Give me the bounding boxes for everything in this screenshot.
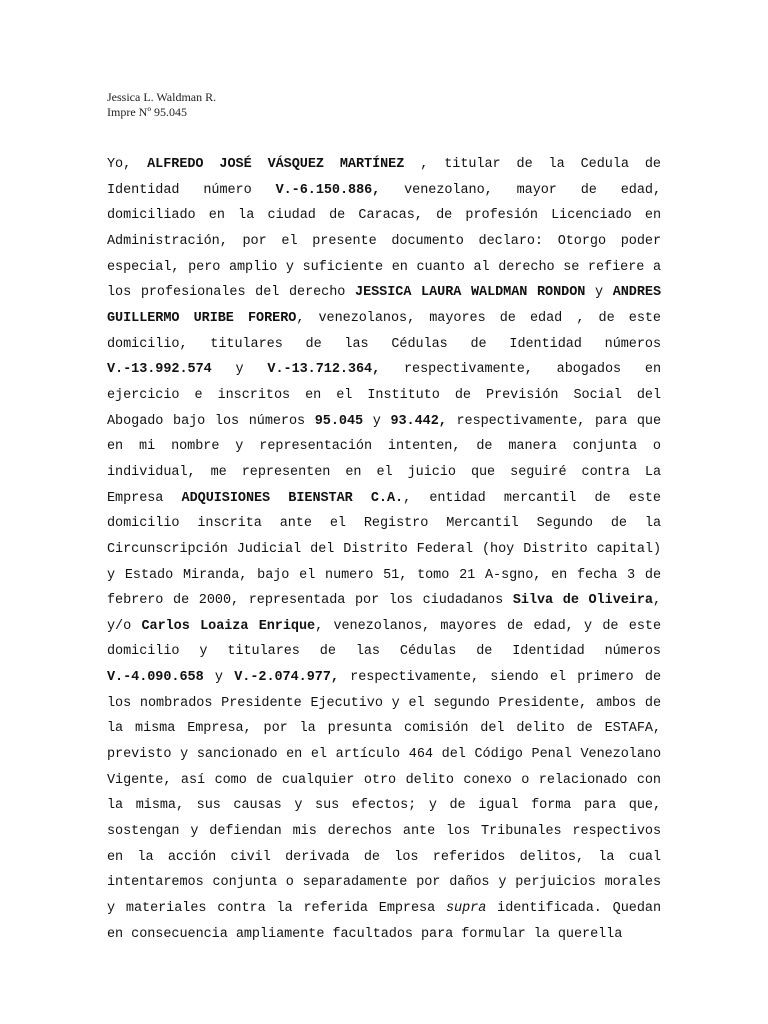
text-segment: , y/o — [107, 593, 662, 634]
grantor-name: ALFREDO JOSÉ VÁSQUEZ MARTÍNEZ — [147, 157, 405, 172]
company-name: ADQUISIONES BIENSTAR C.A. — [181, 490, 404, 506]
text-segment: y — [585, 285, 613, 301]
attorney-id-1: V.-13.992.574 — [107, 362, 212, 378]
text-segment: respectivamente, siendo el primero de los nombrados Presidente Ejecutivo y el segundo Presidente, ambos de la misma Empresa, por la presunta comisión del delito de ESTAFA, previsto y sancionado en el artículo 464 del Código Penal Venezolano Vigente, así como de cualquier otro delito conexo o relacionado con la misma, sus causas y sus efectos; y de igual forma para que, sostengan y defiendan mis derechos ante los Tribunales respectivos en la acción civil derivada de los referidos delitos, la cual intentaremos conjunta o separadamente por daños y perjuicios morales y materiales contra la referida Empresa — [107, 670, 661, 917]
representative-name-2: Carlos Loaiza Enrique — [141, 618, 316, 634]
inpreabogado-number-2: 93.442, — [390, 413, 447, 429]
representative-id-2: V.-2.074.977, — [234, 670, 339, 686]
text-segment: , entidad mercantil de este domicilio inscrita ante el Registro Mercantil Segundo de la Circunscripción Judicial del Distrito Federal (hoy Distrito capital) y Estado Miranda, bajo el numero 51, tomo 21 A-sgno, en fecha 3 de febrero de 2000, representada por los ciudadanos — [107, 490, 661, 609]
attorney-id-2: V.-13.712.364, — [267, 362, 381, 378]
text-segment: , venezolanos, mayores de edad , de este domicilio, titulares de las Cédulas de Identidad números — [107, 310, 661, 352]
text-segment: y — [211, 362, 268, 378]
text-segment: respectivamente, para que en mi nombre y representación intenten, de manera conjunta o individual, me representen en el juicio que seguiré contra La Empresa — [107, 413, 661, 506]
text-segment: y — [203, 670, 235, 686]
inpreabogado-number-1: 95.045 — [314, 413, 364, 429]
attorney-name-2: ANDRES GUILLERMO URIBE FORERO — [107, 285, 662, 326]
document-header — [107, 90, 216, 120]
representative-name-1: Silva de Oliveira — [512, 593, 653, 609]
grantor-id-number: V.-6.150.886, — [275, 182, 381, 198]
text-segment: , venezolanos, mayores de edad, y de este domicilio y titulares de las Cédulas de Identidad números — [107, 618, 661, 660]
text-segment: respectivamente, abogados en ejercicio e inscritos en el Instituto de Previsión Social del Abogado bajo los números — [107, 362, 662, 429]
text-segment: , titular de la Cedula de Identidad número — [107, 157, 661, 198]
text-segment: venezolano, mayor de edad, domiciliado en la ciudad de Caracas, de profesión Licenciado en Administración, por el presente documento declaro: Otorgo poder especial, pero amplio y suficiente en cuanto al derecho se refiere a los profesionales del derecho — [107, 182, 661, 301]
text-segment: y — [363, 413, 391, 429]
italic-supra: supra — [446, 901, 487, 917]
attorney-name-1: JESSICA LAURA WALDMAN RONDON — [355, 285, 586, 301]
representative-id-1: V.-4.090.658 — [107, 670, 204, 686]
attorney-name: Jessica L. Waldman R. — [107, 90, 217, 104]
text-segment: identificada. Quedan en consecuencia ampliamente facultados para formular la querella — [107, 901, 661, 942]
text-segment: Yo, — [107, 157, 148, 172]
power-of-attorney-paragraph — [107, 152, 661, 947]
attorney-impre-number: Impre Nº 95.045 — [107, 105, 188, 119]
